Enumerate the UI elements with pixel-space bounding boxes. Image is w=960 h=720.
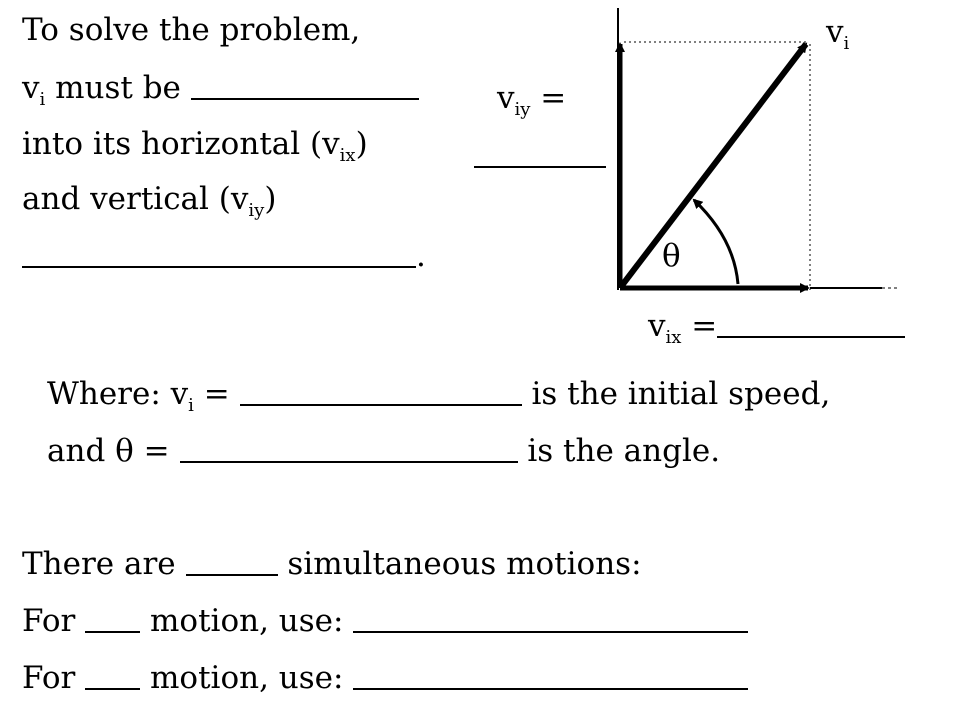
theta-angle-arc (694, 200, 738, 284)
theta-diagram-label (662, 238, 681, 274)
equation-blank-2 (353, 688, 748, 690)
use-text-2: motion, use: (140, 660, 354, 696)
motions-line-2 (22, 603, 748, 639)
intro-line-2 (22, 70, 419, 110)
viy-subscript: iy (248, 200, 265, 221)
viy-label-eq: = (530, 80, 567, 116)
vertical-close: ) (264, 181, 277, 217)
viy-label-var: v (497, 80, 515, 116)
vi-label-var: v (826, 14, 844, 50)
and-theta-prefix: and θ = (47, 433, 180, 469)
motion-count-blank (186, 574, 278, 576)
where-prefix: Where: v (47, 376, 189, 412)
and-theta-suffix: is the angle. (517, 433, 721, 469)
motions-line-1 (22, 546, 642, 582)
angle-blank (180, 461, 518, 463)
components-blank (22, 266, 416, 268)
motion-type-blank-1 (85, 631, 140, 633)
for-text-2: For (22, 660, 86, 696)
where-line-1 (47, 376, 831, 416)
vix-subscript: ix (339, 145, 356, 166)
vi-label-sub: i (843, 33, 850, 54)
vix-label-sub: ix (665, 327, 682, 348)
where-line-2 (47, 433, 720, 469)
motion-type-blank-2 (85, 688, 140, 690)
intro-period: . (416, 238, 426, 274)
vi-diagram-label (826, 14, 850, 54)
for-text-1: For (22, 603, 86, 639)
vi-resultant-arrow (620, 44, 806, 288)
viy-blank-line (474, 138, 606, 174)
vix-label-var: v (648, 308, 666, 344)
motions-line-3 (22, 660, 748, 696)
where-vi-sub: i (188, 395, 194, 416)
use-text-1: motion, use: (140, 603, 354, 639)
viy-diagram-label (497, 80, 567, 120)
intro-line-1 (22, 12, 360, 48)
must-be-text: must be (45, 70, 191, 106)
resolved-blank (191, 98, 419, 100)
vertical-text: and vertical (v (22, 181, 249, 217)
horizontal-text: into its horizontal (v (22, 126, 340, 162)
vix-blank (717, 336, 905, 338)
where-eq: = (193, 376, 240, 412)
theta-symbol: θ (662, 238, 681, 274)
vi-variable: v (22, 70, 40, 106)
simultaneous-text: simultaneous motions: (277, 546, 642, 582)
intro-line-4 (22, 181, 277, 221)
viy-blank (474, 166, 606, 168)
viy-label-sub: iy (514, 99, 531, 120)
vi-subscript: i (39, 89, 46, 110)
vix-label-eq: = (681, 308, 718, 344)
intro-line-3 (22, 126, 368, 166)
vix-diagram-label (648, 308, 905, 348)
intro-line-1-text: To solve the problem, (22, 12, 361, 48)
there-are-text: There are (22, 546, 186, 582)
horizontal-close: ) (355, 126, 368, 162)
intro-line-5 (22, 238, 426, 274)
equation-blank-1 (353, 631, 748, 633)
initial-speed-blank (240, 404, 522, 406)
where-suffix: is the initial speed, (521, 376, 831, 412)
